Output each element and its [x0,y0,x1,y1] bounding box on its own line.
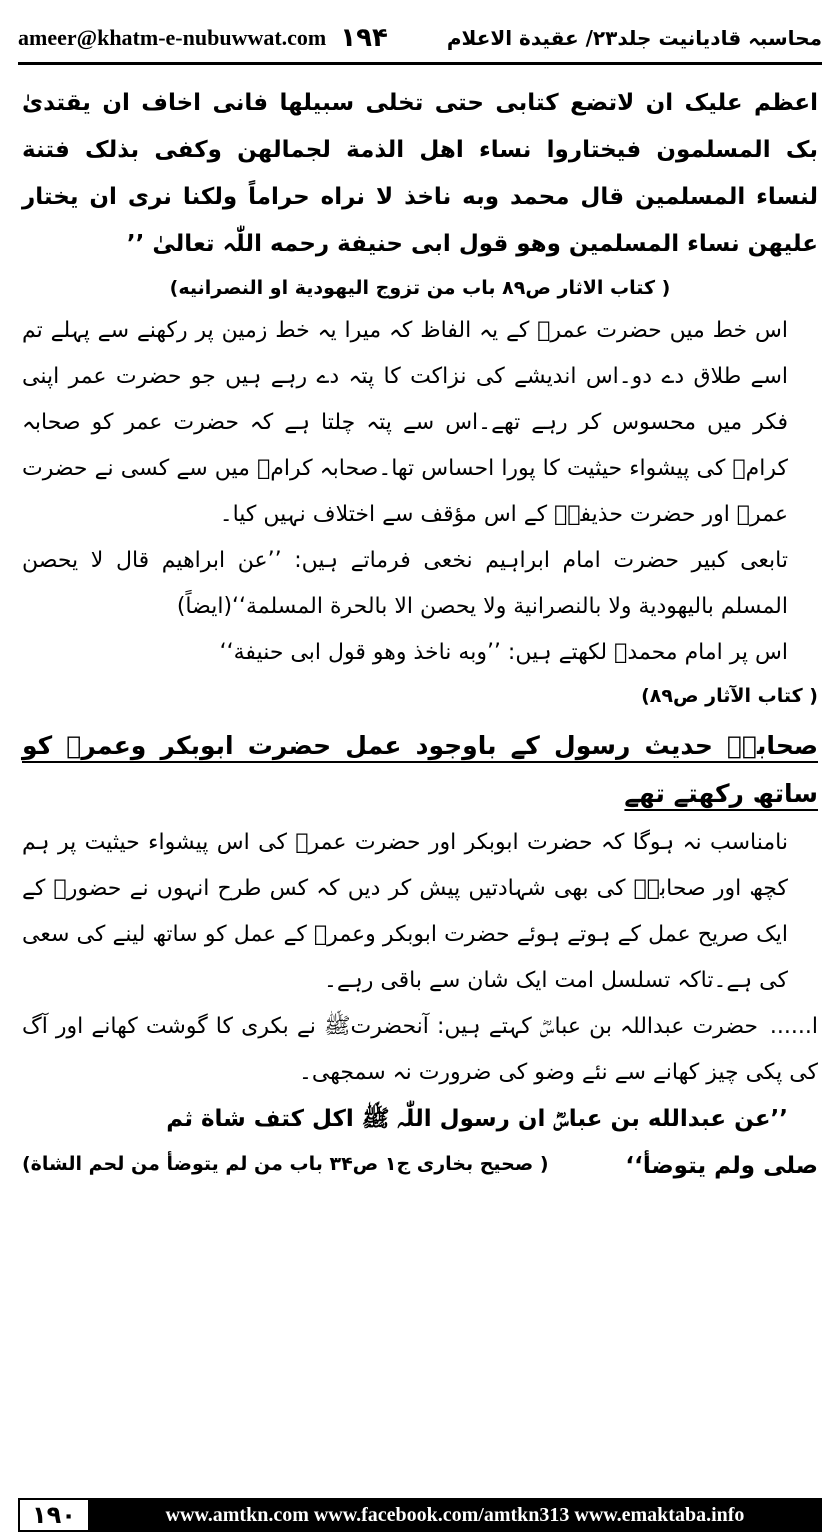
header-email: ameer@khatm-e-nubuwwat.com [18,25,327,50]
footer-links: www.amtkn.com www.facebook.com/amtkn313 www.emaktaba.info [165,1503,745,1526]
paragraph-3: اس پر امام محمدؒ لکھتے ہیں: ’’وبه ناخذ وهو قول ابی حنیفة‘‘ [219,640,788,665]
arabic-quote-2-end: صلی ولم یتوضأ‘‘ [625,1153,818,1179]
page-header [18,14,822,65]
reference-1: ( کتاب الاثار ص۸۹ باب من تزوج الیهودیة او النصرانیه) [169,277,671,299]
footer-page-number: ۱۹۰ [20,1500,88,1530]
page-content [22,80,818,1190]
arabic-quote-2: ’’عن عبدالله بن عباسؓ ان رسول اللّٰہ ﷺ اکل کتف شاة ثم [166,1106,788,1132]
page-footer [18,1498,822,1532]
paragraph-1: اس خط میں حضرت عمرؓ کے یہ الفاظ کہ میرا یہ خط زمین پر رکھنے سے پہلے تم اسے طلاق دے دو۔اس اندیشے کی نزاکت کا پتہ دے رہے ہیں جو حضرت عمر اپنی فکر میں محسوس کر رہے تھے۔اس سے پتہ چلتا ہے کہ حضرت عمر کو صحابہ کرامؓ کی پیشواء حیثیت کا پورا احساس تھا۔صحابہ کرامؓ میں سے کسی نے حضرت عمرؓ اور حضرت حذیفہؓ کے اس مؤقف سے اختلاف نہیں کیا۔ [22,318,788,527]
reference-2: ( کتاب الآثار ص۸۹) [641,685,818,707]
paragraph-2: تابعی کبیر حضرت امام ابراہیم نخعی فرماتے ہیں: ’’عن ابراهیم قال لا یحصن المسلم بالیهودیة ولا بالنصرانیة ولا یحصن الا بالحرة المسلمة‘‘(ایضاً) [22,548,788,619]
paragraph-5 [22,1004,818,1096]
paragraph-4: نامناسب نہ ہوگا کہ حضرت ابوبکر اور حضرت عمرؓ کی اس پیشواء حیثیت پر ہم کچھ اور صحابہؓ کی بھی شہادتیں پیش کر دیں کہ کس طرح انہوں نے حضورﷺ کے ایک صریح عمل کے ہوتے ہوئے حضرت ابوبکر وعمرؓ کے عمل کو ساتھ لینے کی سعی کی ہے۔تاکہ تسلسل امت ایک شان سے باقی رہے۔ [22,830,788,993]
item-number: ا...... [769,1014,818,1039]
arabic-quote-1: اعظم علیک ان لاتضع کتابی حتی تخلی سبیلها فانی اخاف ان یقتدیٰ بک المسلمون فیختاروا نساء اهل الذمة لجمالهن وکفی بذلک فتنة لنساء المسلمین قال محمد وبه ناخذ لا نراه حراماً ولکنا نری ان یختار علیهن نساء المسلمین وهو قول ابی حنیفة رحمه اللّٰہ تعالیٰ ’’ [22,90,818,257]
reference-line [22,1143,818,1190]
header-page-number: ۱۹۴ [340,23,388,53]
reference-3: ( صحیح بخاری ج۱ ص۳۴ باب من لم یتوضأ من لحم الشاة) [22,1153,549,1175]
section-heading: صحابہؓ حدیث رسول کے باوجود عمل حضرت ابوبکر وعمرؓ کو ساتھ رکھتے تھے [22,731,818,808]
header-left [18,23,388,53]
header-title: محاسبہ قادیانیت جلد۲۳/ عقیدة الاعلام [446,26,822,50]
paragraph-5-text: حضرت عبداللہ بن عباسؓ کہتے ہیں: آنحضرتﷺ نے بکری کا گوشت کھانے اور آگ کی پکی چیز کھانے سے نئے وضو کی ضرورت نہ سمجھی۔ [22,1014,818,1085]
